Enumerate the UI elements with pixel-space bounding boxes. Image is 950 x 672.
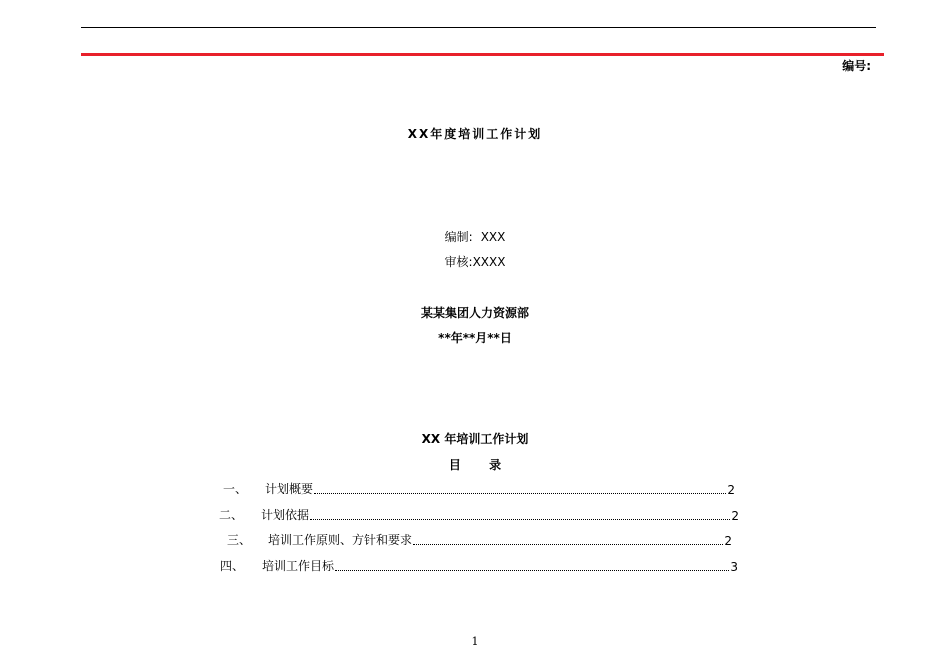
- toc-entry-page: 2: [724, 534, 732, 548]
- toc-entry-number: 三、: [227, 533, 252, 547]
- reviewer-value: XXXX: [472, 255, 506, 269]
- document-date: **年**月**日: [438, 331, 512, 345]
- compiler-label: 编制:: [444, 230, 473, 244]
- toc-entry-label: 培训工作目标: [262, 559, 335, 573]
- toc-entry[interactable]: [223, 481, 735, 497]
- toc-entry-page: 3: [730, 560, 738, 574]
- compiler-line: [0, 228, 950, 245]
- toc-entry-page: 2: [727, 483, 735, 497]
- toc-entry-number: 四、: [220, 559, 245, 573]
- toc-entry-label: 计划依据: [261, 508, 310, 522]
- toc-document-title: XX 年培训工作计划: [421, 432, 529, 446]
- page-number: 1: [471, 635, 479, 648]
- header-top-rule: [81, 27, 876, 28]
- toc-entry-label: 培训工作原则、方针和要求: [268, 533, 413, 547]
- toc-dot-leader: [310, 518, 730, 520]
- header-red-rule: [81, 53, 884, 56]
- toc-entry-number: 一、: [223, 482, 248, 496]
- toc-dot-leader: [314, 492, 726, 494]
- reviewer-line: [0, 253, 950, 270]
- toc-entry[interactable]: [219, 507, 739, 523]
- toc-entry[interactable]: [220, 558, 738, 574]
- serial-number-label: 编号:: [842, 59, 871, 73]
- reviewer-label: 审核:: [444, 255, 473, 269]
- organization-name: 某某集团人力资源部: [420, 306, 529, 320]
- toc-entry-page: 2: [731, 509, 739, 523]
- toc-dot-leader: [413, 543, 723, 545]
- cover-title: XX年度培训工作计划: [407, 127, 543, 141]
- toc-entry-number: 二、: [219, 508, 244, 522]
- compiler-value: XXX: [480, 230, 506, 244]
- toc-heading: 目 录: [448, 458, 514, 472]
- toc-dot-leader: [335, 569, 729, 571]
- toc-entry-label: 计划概要: [265, 482, 314, 496]
- toc-entry[interactable]: [227, 532, 732, 548]
